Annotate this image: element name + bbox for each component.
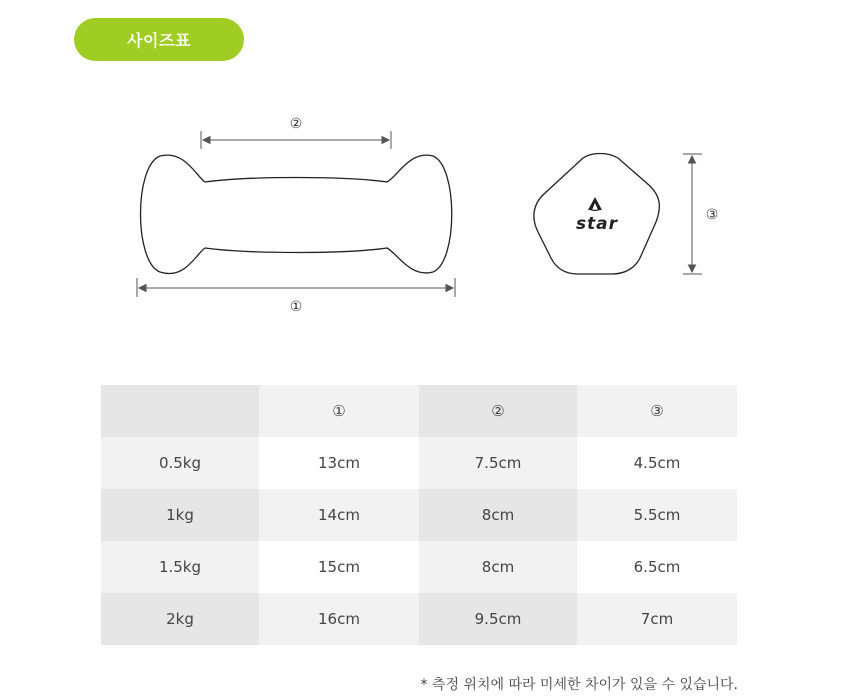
table-cell: 15cm [259,541,419,593]
table-row [101,489,737,541]
table-cell: 7cm [577,593,737,645]
dimension-3-arrow [683,154,702,274]
table-header-row [101,385,737,437]
table-cell-weight: 0.5kg [101,437,259,489]
table-cell: 8cm [419,541,577,593]
table-cell: 7.5cm [419,437,577,489]
table-cell: 9.5cm [419,593,577,645]
table-cell: 8cm [419,489,577,541]
table-header-cell: ① [259,385,419,437]
star-logo-icon [576,197,619,234]
table-row [101,541,737,593]
table-header-cell: ② [419,385,577,437]
table-header-cell: ③ [577,385,737,437]
table-cell-weight: 1kg [101,489,259,541]
dimension-1-arrow [137,278,455,297]
measurement-note: * 측정 위치에 따라 미세한 차이가 있을 수 있습니다. [420,677,738,693]
table-cell: 14cm [259,489,419,541]
table-cell: 13cm [259,437,419,489]
table-cell-weight: 1.5kg [101,541,259,593]
table-cell: 4.5cm [577,437,737,489]
table-cell: 16cm [259,593,419,645]
table-cell: 6.5cm [577,541,737,593]
size-table [101,385,737,645]
table-cell: 5.5cm [577,489,737,541]
dimension-1-label: ① [289,299,303,315]
dimension-3-label: ③ [705,207,719,223]
table-row [101,593,737,645]
dumbbell-side-outline [141,155,452,273]
star-logo-text: star [575,214,619,234]
size-chart-badge: 사이즈표 [74,18,244,61]
dimension-2-arrow [201,131,391,149]
table-row [101,437,737,489]
dumbbell-diagram [0,0,860,340]
table-cell-weight: 2kg [101,593,259,645]
table-header-cell [101,385,259,437]
dimension-2-label: ② [289,116,303,132]
